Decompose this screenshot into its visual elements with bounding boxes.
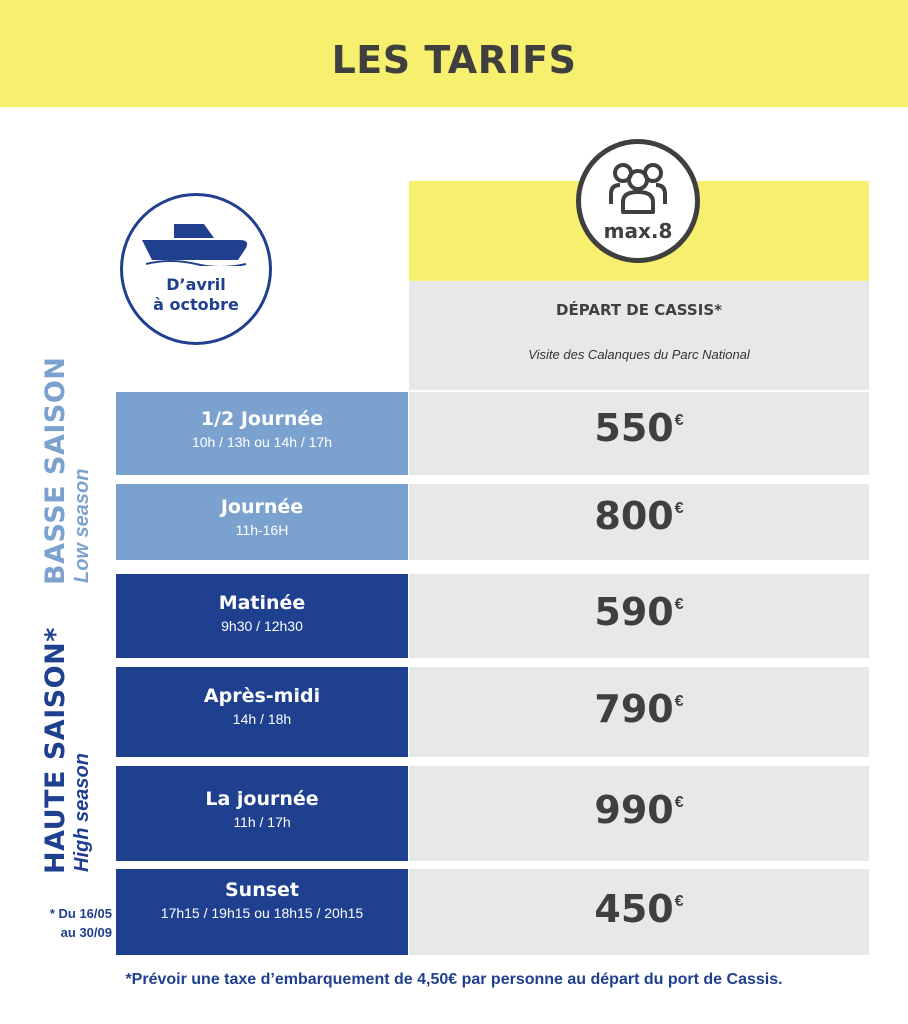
season-period-line2: à octobre [153,295,239,314]
rate-row-price [409,574,869,658]
max-capacity-label: max.8 [603,219,673,243]
rate-time: 10h / 13h ou 14h / 17h [191,434,333,450]
rate-name: Sunset [224,879,299,901]
rate-name: Après-midi [203,685,321,707]
departure-subtitle: Visite des Calanques du Parc National [528,347,750,362]
rate-name: Matinée [218,592,306,614]
rate-name: 1/2 Journée [200,408,324,430]
rate-time: 14h / 18h [232,711,292,727]
rate-currency: € [674,500,684,517]
rate-row-label [116,766,408,861]
rate-name: Journée [220,496,304,518]
high-season-title: HAUTE SAISON* [40,627,71,874]
rate-row-label [116,392,408,475]
rate-row-label [116,869,408,955]
rate-currency: € [674,794,684,811]
rate-time: 11h / 17h [233,814,291,830]
rate-price: 550 [594,406,674,450]
page-title: LES TARIFS [331,38,577,82]
season-dates-line2: au 30/09 [60,925,112,940]
low-season-label [40,357,94,585]
rate-price: 990 [594,788,674,832]
departure-title: DÉPART DE CASSIS* [556,301,722,319]
high-season-subtitle: High season [71,753,93,872]
rate-time: 17h15 / 19h15 ou 18h15 / 20h15 [160,905,364,921]
low-season-title: BASSE SAISON [40,356,71,585]
low-season-subtitle: Low season [71,468,93,583]
rate-currency: € [674,693,684,710]
rate-price: 450 [594,887,674,931]
season-dates-line1: * Du 16/05 [49,906,112,921]
rate-price: 800 [594,494,674,538]
high-season-label [40,627,94,874]
rate-row-label [116,667,408,757]
column-header-grey [409,281,869,390]
rate-name: La journée [205,788,319,810]
footnote: *Prévoir une taxe d’embarquement de 4,50€ par personne au départ du port de Cassis. [125,971,783,988]
rate-row-price [409,869,869,955]
group-icon [603,158,673,214]
season-period [120,275,272,315]
rate-currency: € [674,596,684,613]
rate-row-label [116,484,408,560]
season-period-line1: D’avril [166,275,226,294]
rate-row-price [409,484,869,560]
rate-row-price [409,667,869,757]
rate-row-price [409,766,869,861]
rate-currency: € [674,412,684,429]
season-dates-note [16,904,112,942]
boat-badge [120,193,272,345]
rate-row-price [409,392,869,475]
boat-icon [140,218,252,266]
rate-row-label [116,574,408,658]
rate-currency: € [674,893,684,910]
rate-time: 11h-16H [235,522,289,538]
rate-price: 590 [594,590,674,634]
rate-price: 790 [594,687,674,731]
rate-time: 9h30 / 12h30 [221,618,303,634]
